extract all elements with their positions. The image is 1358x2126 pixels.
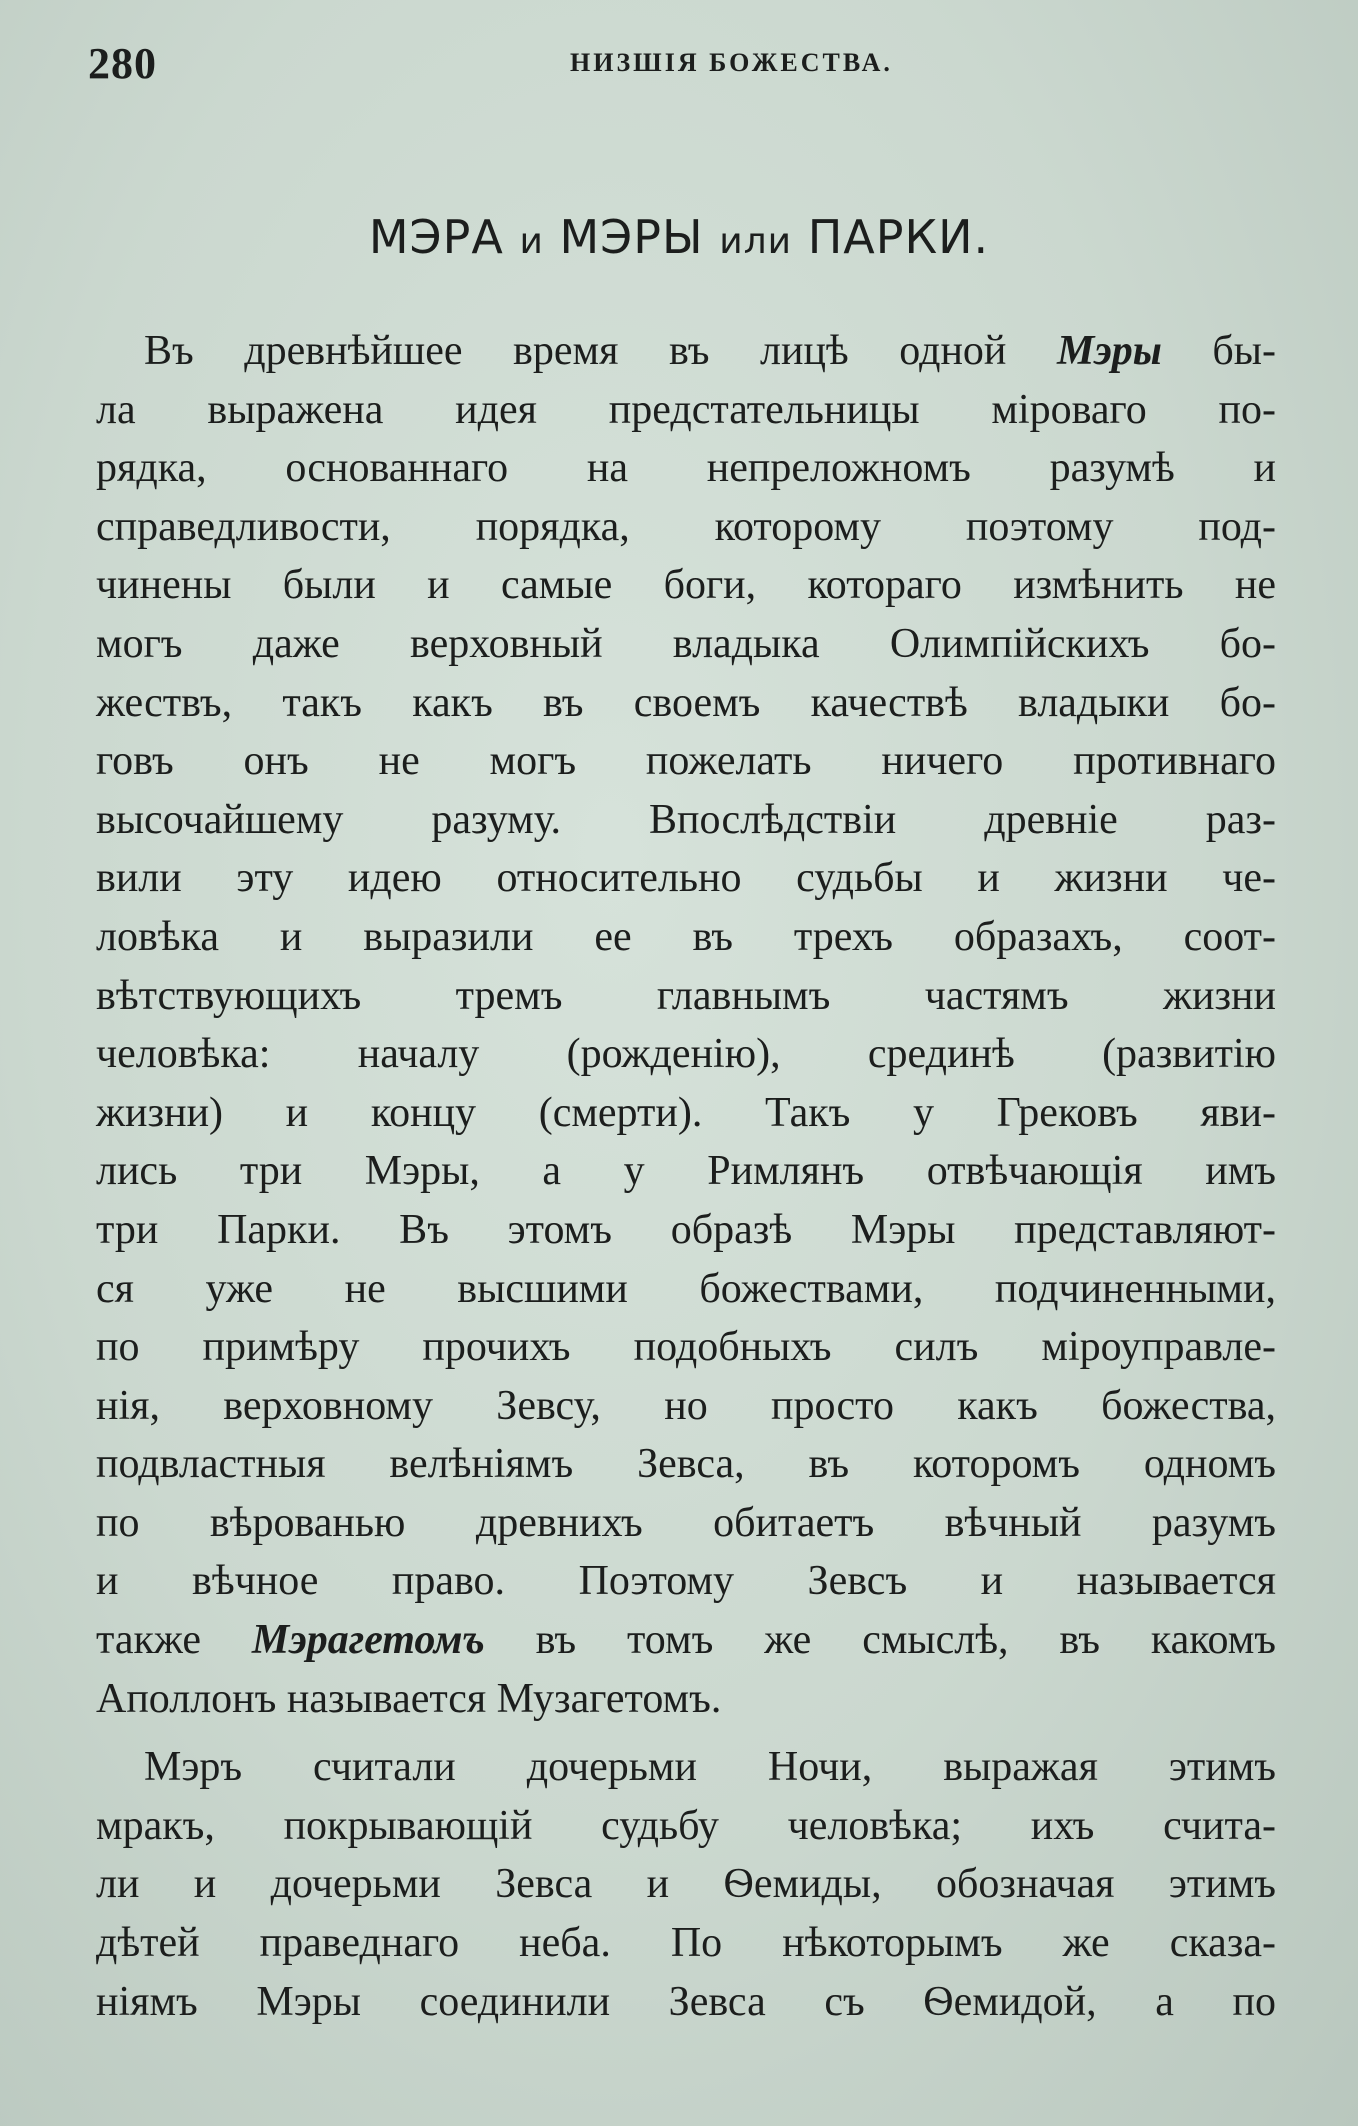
paragraph	[96, 322, 1276, 1728]
text-line: по вѣрованью древнихъ обитаетъ вѣчный разумъ	[96, 1499, 1276, 1546]
chapter-title-conjunction: и	[519, 221, 544, 262]
text-line: ли и дочерьми Зевса и Ѳемиды, обозначая этимъ	[96, 1861, 1276, 1908]
text-line: ловѣка и выразили ее въ трехъ образахъ, соот-	[96, 913, 1276, 960]
text-line: дѣтей праведнаго неба. По нѣкоторымъ же сказа-	[96, 1920, 1276, 1967]
text-line: нія, верховному Зевсу, но просто какъ божества,	[96, 1382, 1276, 1429]
text-line: чинены были и самые боги, котораго измѣнить не	[96, 562, 1276, 609]
running-head: НИЗШІЯ БОЖЕСТВА.	[570, 48, 893, 77]
body-text	[96, 322, 1276, 2031]
text-line: подвластныя велѣніямъ Зевса, въ которомъ одномъ	[96, 1441, 1276, 1488]
text-line: жествъ, такъ какъ въ своемъ качествѣ владыки бо-	[96, 679, 1276, 726]
text-line: говъ онъ не могъ пожелать ничего противнаго	[96, 738, 1276, 785]
chapter-title-word: МЭРА	[368, 210, 504, 264]
text-line: Въ древнѣйшее время въ лицѣ одной Мэры бы-	[144, 328, 1276, 374]
text-line: по примѣру прочихъ подобныхъ силъ міроуправле-	[96, 1324, 1276, 1371]
text-line: также Мэрагетомъ въ томъ же смыслѣ, въ какомъ	[96, 1617, 1276, 1664]
text-line: высочайшему разуму. Впослѣдствіи древніе раз-	[96, 796, 1276, 843]
text-line: Аполлонъ называется Музагетомъ.	[96, 1675, 722, 1722]
text-line: могъ даже верховный владыка Олимпійскихъ бо-	[96, 620, 1276, 667]
text-line: вѣтствующихъ тремъ главнымъ частямъ жизни	[96, 972, 1276, 1019]
italic-term: Мэрагетомъ	[251, 1617, 485, 1664]
text-line: справедливости, порядка, которому поэтому под-	[96, 503, 1276, 550]
text-line: ніямъ Мэры соединили Зевса съ Ѳемидой, а по	[96, 1978, 1276, 2025]
text-line: и вѣчное право. Поэтому Зевсъ и называется	[96, 1558, 1276, 1605]
text-line: рядка, основаннаго на непреложномъ разумѣ и	[96, 445, 1276, 492]
text-line: вили эту идею относительно судьбы и жизни че-	[96, 855, 1276, 902]
text-line: мракъ, покрывающій судьбу человѣка; ихъ счита-	[96, 1802, 1276, 1849]
chapter-title-word: МЭРЫ	[559, 210, 704, 264]
paragraph	[96, 1738, 1276, 2031]
text-line: человѣка: началу (рожденію), срединѣ (развитію	[96, 1031, 1276, 1078]
text-line: ся уже не высшими божествами, подчиненными,	[96, 1265, 1276, 1312]
paragraph-gap	[96, 1728, 1276, 1738]
text-line: жизни) и концу (смерти). Такъ у Грековъ яви-	[96, 1089, 1276, 1136]
text-line: Мэръ считали дочерьми Ночи, выражая этимъ	[144, 1744, 1276, 1791]
text-line: лись три Мэры, а у Римлянъ отвѣчающія имъ	[96, 1148, 1276, 1195]
chapter-title-conjunction: или	[719, 221, 793, 262]
text-line: три Парки. Въ этомъ образѣ Мэры представляют-	[96, 1206, 1276, 1253]
text-line: ла выражена идея предстательницы міроваго по-	[96, 386, 1276, 433]
page-number: 280	[88, 39, 157, 88]
chapter-title-word: ПАРКИ.	[807, 210, 990, 264]
chapter-title	[0, 210, 1358, 264]
italic-term: Мэры	[1056, 328, 1162, 374]
